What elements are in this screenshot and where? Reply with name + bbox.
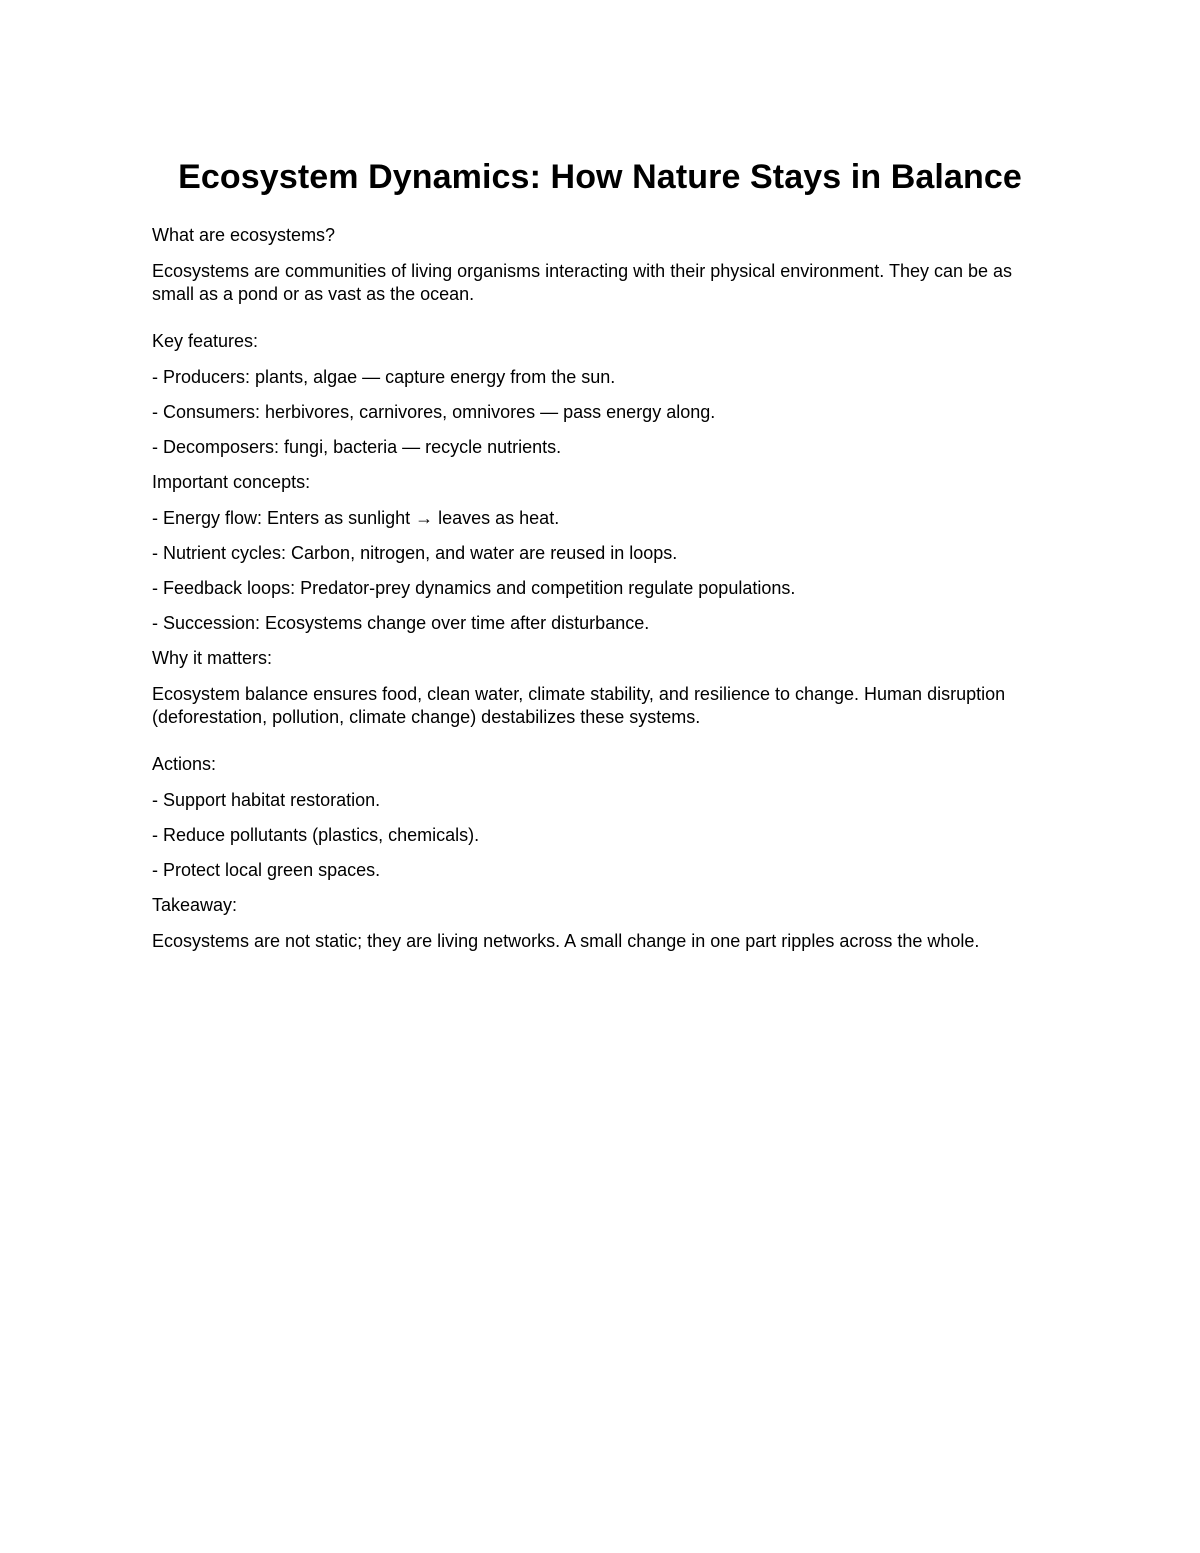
section-actions [152,753,1048,881]
list-item: - Support habitat restoration. [152,790,381,810]
section-heading: What are ecosystems? [152,225,336,245]
list-item: - Reduce pollutants (plastics, chemicals). [152,825,480,845]
section-important-concepts [152,471,1048,634]
list-item: - Producers: plants, algae — capture energy from the sun. [152,367,616,387]
section-takeaway [152,894,1048,953]
section-heading: Key features: [152,331,259,351]
list-item: - Consumers: herbivores, carnivores, omnivores — pass energy along. [152,402,716,422]
list-item: - Decomposers: fungi, bacteria — recycle nutrients. [152,437,562,457]
section-heading: Important concepts: [152,472,311,492]
section-heading: Actions: [152,754,217,774]
section-paragraph: Ecosystems are communities of living organisms interacting with their physical environment. They can be as small as a pond or as vast as the ocean. [152,261,1013,304]
list-item: - Feedback loops: Predator-prey dynamics and competition regulate populations. [152,578,796,598]
list-item: - Nutrient cycles: Carbon, nitrogen, and water are reused in loops. [152,543,678,563]
section-paragraph: Ecosystems are not static; they are living networks. A small change in one part ripples across the whole. [152,931,980,951]
section-key-features [152,330,1048,458]
document-content [152,155,1048,977]
section-heading: Why it matters: [152,648,273,668]
bullet-list [152,366,1048,458]
bullet-list [152,507,1048,634]
document-title: Ecosystem Dynamics: How Nature Stays in Balance [178,158,1022,196]
list-item: - Succession: Ecosystems change over time after disturbance. [152,613,650,633]
section-what-are-ecosystems [152,224,1048,306]
section-why-it-matters [152,647,1048,729]
list-item: - Protect local green spaces. [152,860,381,880]
bullet-list [152,789,1048,881]
list-item: - Energy flow: Enters as sunlight → leaves as heat. [152,508,560,528]
section-paragraph: Ecosystem balance ensures food, clean water, climate stability, and resilience to change. Human disruption (deforestation, pollution, climate change) destabilizes these systems. [152,684,1006,727]
section-heading: Takeaway: [152,895,238,915]
